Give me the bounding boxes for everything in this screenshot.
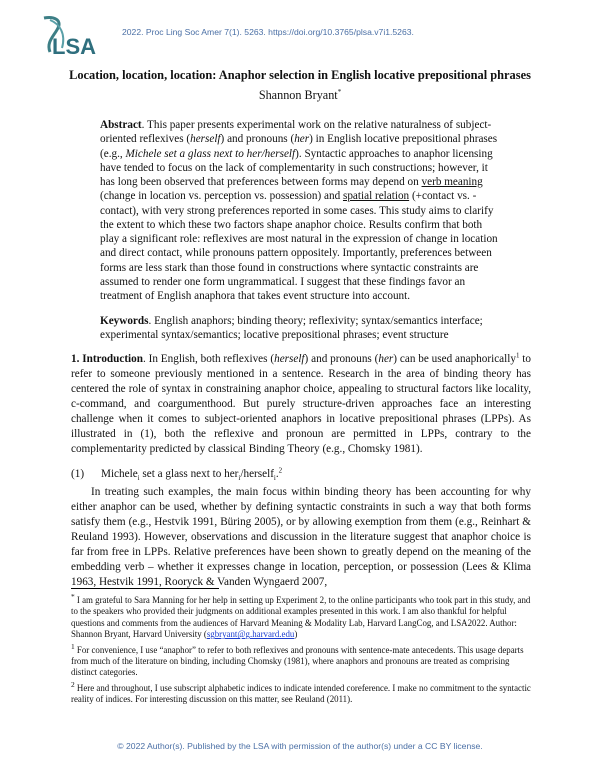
intro-paragraph [71, 352, 531, 457]
intro-text: ) can be used anaphorically [393, 353, 516, 365]
abstract-italic: Michele set a glass next to her/herself [125, 147, 296, 160]
example-index: i [137, 474, 140, 483]
intro-heading: 1. Introduction [71, 353, 143, 365]
abstract-underline: spatial relation [342, 190, 410, 203]
paper-title: Location, location, location: Anaphor selection in English locative prepositional phrases [69, 68, 531, 82]
abstract [100, 118, 502, 303]
intro-text: ) and pronouns ( [304, 353, 379, 365]
abstract-underline: verb meaning [421, 176, 483, 188]
abstract-text: (+contact vs. -contact), with very strong preferences reported in some cases. This study aims to clarify the extent to which these two factors shape anaphor choice. Results confirm that both play a significant role: reflexives are most natural in the expression of change in location and direct contact, while pronouns pattern oppositely. Importantly, preferences between forms are less stark than those found in constructions where syntactic constraints are assumed to render one form ungrammatical. I suggest that these findings favor an treatment of English anaphora that takes event structure into account. [100, 190, 498, 302]
intro-text: . In English, both reflexives ( [142, 353, 275, 365]
abstract-text: ) and pronouns ( [220, 133, 295, 146]
footnotes [71, 591, 531, 706]
lsa-logo [40, 14, 104, 60]
footnote-star [71, 591, 531, 641]
intro-italic: her [378, 353, 394, 365]
footnote-1 [71, 641, 531, 679]
footnote-text: For convenience, I use “anaphor” to refer to both reflexives and pronouns with sentence-mate antecedents. This usage departs from much of the literature on binding, including Chomsky (1981), where anaphors and pronouns are treated as comprising distinct categories. [71, 644, 524, 678]
header-citation: 2022. Proc Ling Soc Amer 7(1). 5263. https://doi.org/10.3765/plsa.v7i1.5263. [122, 27, 414, 37]
example-text: set a glass next to her [139, 468, 239, 480]
footnote-2 [71, 679, 531, 706]
example-1 [71, 467, 531, 482]
intro-italic: herself [274, 353, 305, 365]
example-index: i [273, 474, 276, 483]
page-header [40, 14, 580, 62]
abstract-italic: her [294, 133, 310, 146]
abstract-text: ). Syntactic approaches to anaphor licensing have tended to focus on the lack of complementarity in such constructions; however, it has long been observed that preferences between forms may depend on [100, 147, 493, 188]
keywords-label: Keywords [100, 315, 149, 327]
abstract-italic: herself [190, 133, 221, 146]
footnote-mark: 2 [71, 679, 75, 689]
footnote-mark: * [71, 592, 75, 601]
example-text: /herself [240, 468, 274, 480]
author-footnote-mark: * [337, 88, 342, 96]
logo-text: LSA [52, 34, 96, 59]
paper-author [0, 88, 600, 103]
footnote-text: ) [294, 629, 298, 640]
footnote-text: Here and throughout, I use subscript alphabetic indices to indicate intended coreference. I make no commitment to the syntactic reality of indices. For interesting discussion on this matter, see Reuland (2011). [71, 682, 531, 705]
footnote-ref: 1 [515, 351, 520, 360]
body-paragraph-2: In treating such examples, the main focus within binding theory has been accounting for why either anaphor can be used, whether by defining syntactic constraints in such a way that both forms satisfy them (e.g., Hestvik 1991, Büring 2005), or by allowing exemption from them (e.g., Reinhart & Reuland 1993). However, observations and discussion in the literature suggest that anaphor choice is far from free in LPPs. Relative preferences have been shown to greatly depend on the meaning of the embedding verb – whether it expresses change in location, perception, or possession (Lees & Klima 1963, Hestvik 1991, Rooryck & Vanden Wyngaerd 2007, [71, 486, 531, 588]
keywords-text: . English anaphors; binding theory; reflexivity; syntax/semantics interface; experimental syntax/semantics; locative prepositional phrases; event structure [100, 315, 483, 342]
footnote-ref: 2 [278, 466, 283, 475]
footnote-rule [71, 588, 219, 589]
example-index: i [238, 474, 241, 483]
footnote-text: I am grateful to Sara Manning for her help in setting up Experiment 2, to the online participants who took part in this study, and to the speakers who provided their judgments on additional examples presented in this work. I am also thankful for helpful questions and comments from the audiences of Harvard Meaning & Modality Lab, Harvard LangCog, and LSA2022. Author: Shannon Bryant, Harvard University ( [71, 594, 531, 640]
keywords [100, 314, 502, 343]
author-email-link[interactable]: sgbryant@g.harvard.edu [206, 629, 295, 640]
license-notice: © 2022 Author(s). Published by the LSA with permission of the author(s) under a CC BY license. [117, 741, 483, 751]
abstract-text: . This paper presents experimental work on the relative naturalness of subject-oriented reflexives ( [100, 119, 492, 146]
example-text: Michele [101, 468, 138, 480]
example-text: . [275, 468, 279, 480]
intro-text: to refer to someone previously mentioned in a sentence. Research in the area of binding theory has centered the role of syntax in constraining anaphor choice, appealing to structural factors like locality, c-command, and coargumenthood. But purely structure-driven approaches face an interesting challenge when it comes to subject-oriented anaphors in locative prepositional phrases (LPPs). As illustrated in (1), both the reflexive and pronoun are permitted in LPPs, contrary to the complementarity predicted by classical Binding Theory (e.g., Chomsky 1981). [71, 353, 531, 455]
abstract-text: (change in location vs. perception vs. possession) and [100, 190, 343, 203]
abstract-label: Abstract [100, 119, 142, 131]
footnote-mark: 1 [71, 641, 75, 651]
example-number: (1) [71, 468, 85, 480]
abstract-text: ) in English locative prepositional phrases (e.g., [100, 133, 498, 160]
author-name: Shannon Bryant [258, 88, 338, 103]
